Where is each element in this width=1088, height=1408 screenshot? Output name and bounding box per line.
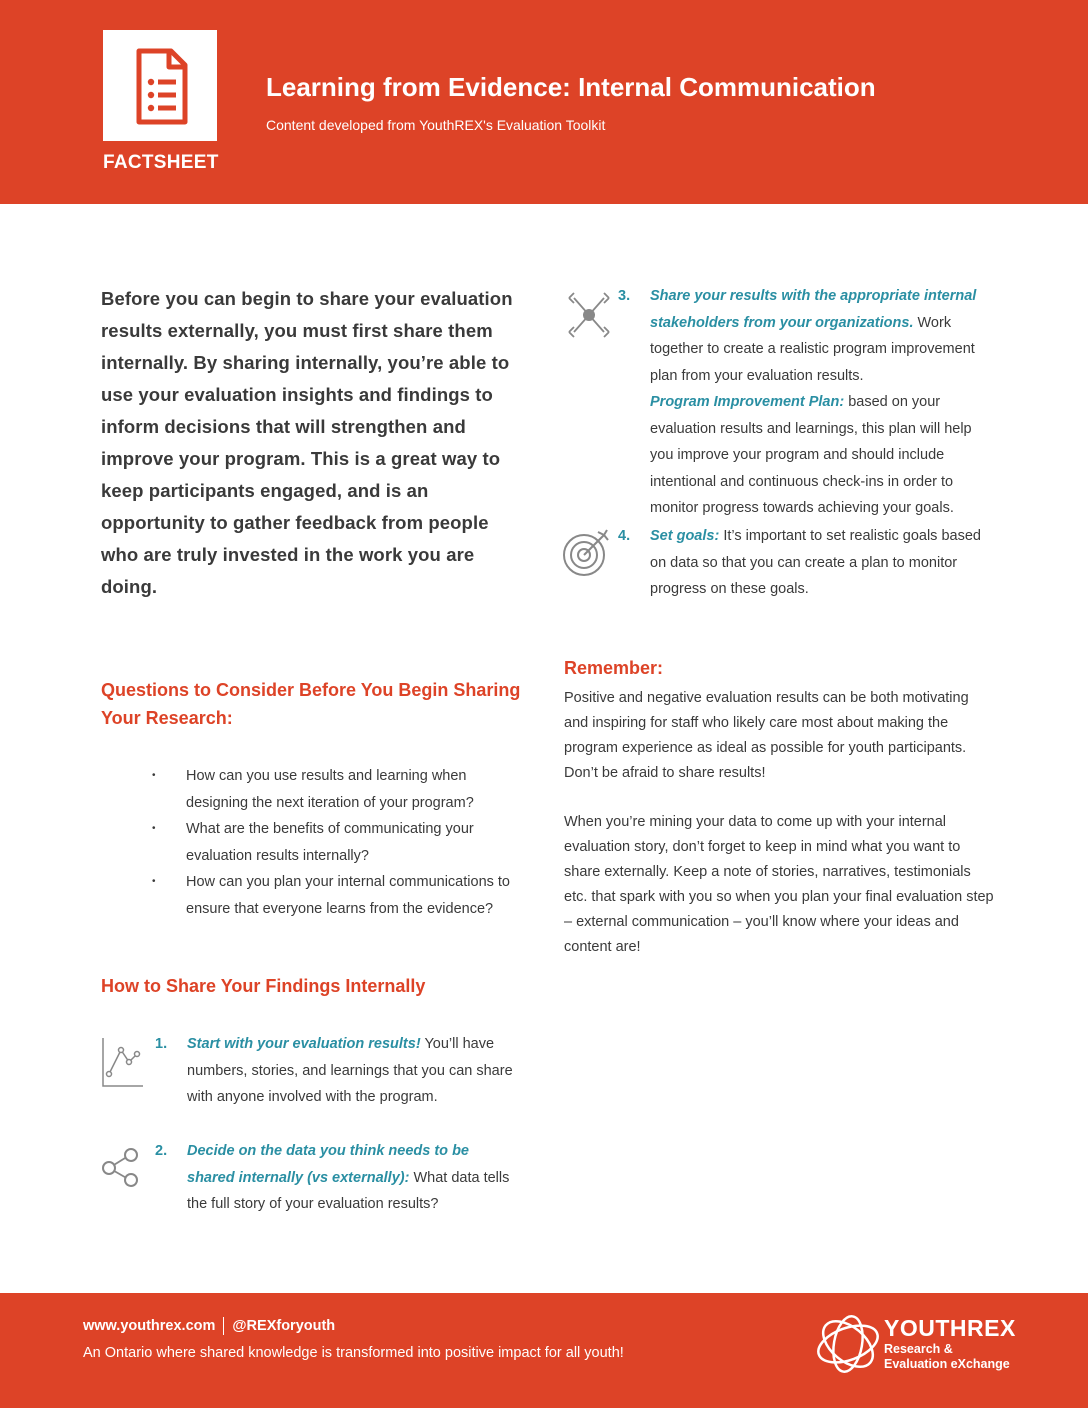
network-hub-icon — [566, 290, 612, 340]
line-chart-icon — [101, 1036, 145, 1088]
page-subtitle: Content developed from YouthREX's Evaluation Toolkit — [266, 117, 606, 133]
target-icon — [562, 528, 612, 578]
header-banner — [0, 0, 1088, 204]
step-lead: Set goals: — [650, 528, 720, 544]
website-link[interactable]: www.youthrex.com — [83, 1317, 216, 1334]
step-3 — [618, 283, 988, 522]
step-1 — [155, 1031, 515, 1111]
step-4 — [618, 523, 988, 603]
step-text: What data tells the full story of your evaluation results? — [187, 1169, 510, 1212]
step-lead: Share your results with the appropriate internal stakeholders from your organizations. — [650, 288, 977, 331]
step-text: You’ll have numbers, stories, and learnings that you can share with anyone involved with the program. — [187, 1036, 513, 1105]
youthrex-logo-icon — [812, 1311, 884, 1377]
footer-tagline: An Ontario where shared knowledge is transformed into positive impact for all youth! — [83, 1345, 624, 1361]
document-list-icon — [103, 30, 217, 141]
footer-links — [83, 1317, 335, 1335]
brand-block — [884, 1315, 1016, 1372]
step-lead: Start with your evaluation results! — [187, 1036, 421, 1052]
social-handle-link[interactable]: @REXforyouth — [232, 1317, 336, 1334]
brand-line: Evaluation eXchange — [884, 1357, 1010, 1371]
page-title: Learning from Evidence: Internal Communication — [266, 72, 876, 102]
factsheet-badge: FACTSHEET — [103, 152, 219, 173]
step-sub-lead: Program Improvement Plan: — [650, 394, 845, 410]
remember-paragraph: When you’re mining your data to come up with your internal evaluation story, don’t forget to keep in mind what you want to share externally. Keep a note of stories, narratives, testimonials etc. that spark with you so when you plan your final evaluation step – external communication – you’ll know where your ideas and content are! — [564, 814, 994, 955]
factsheet-logo-box — [103, 30, 217, 141]
footer-banner — [0, 1293, 1088, 1408]
remember-text — [564, 686, 994, 984]
step-lead: Decide on the data you think needs to be shared internally (vs externally): — [187, 1143, 469, 1186]
step-sub-text: based on your evaluation results and learnings, this plan will help you improve your program and should include intentional and continuous check-ins in order to monitor progress towards achieving your goals. — [650, 394, 972, 516]
intro-paragraph: Before you can begin to share your evaluation results externally, you must first share them internally. By sharing internally, you’re able to use your evaluation insights and findings to inform decisions that will strengthen and improve your program. This is a great way to keep participants engaged, and is an opportunity to gather feedback from people who are truly invested in the work you are doing. — [101, 288, 513, 597]
step-number: 4. — [618, 528, 631, 544]
step-number: 3. — [618, 288, 631, 304]
remember-paragraph: Positive and negative evaluation results can be both motivating and inspiring for staff who likely care most about making the program experience as ideal as possible for youth participants. Don’t be afraid to share results! — [564, 690, 969, 781]
remember-heading: Remember: — [564, 658, 664, 678]
step-number: 1. — [155, 1036, 168, 1052]
brand-name: YOUTHREX — [884, 1315, 1016, 1341]
how-heading: How to Share Your Findings Internally — [101, 976, 426, 996]
step-2 — [155, 1138, 515, 1218]
questions-heading: Questions to Consider Before You Begin Sharing Your Research: — [101, 680, 521, 728]
brand-line: Research & — [884, 1342, 953, 1356]
list-item: • What are the benefits of communicating your evaluation results internally? — [152, 816, 532, 869]
questions-list — [152, 763, 532, 922]
step-text: It’s important to set realistic goals based on data so that you can create a plan to monitor progress on these goals. — [650, 528, 981, 597]
step-text: Work together to create a realistic program improvement plan from your evaluation results. — [650, 314, 975, 384]
list-item: • How can you use results and learning when designing the next iteration of your program? — [152, 763, 532, 816]
step-number: 2. — [155, 1143, 168, 1159]
list-item: • How can you plan your internal communications to ensure that everyone learns from the evidence? — [152, 869, 532, 922]
divider — [223, 1317, 224, 1335]
share-icon — [100, 1146, 142, 1188]
